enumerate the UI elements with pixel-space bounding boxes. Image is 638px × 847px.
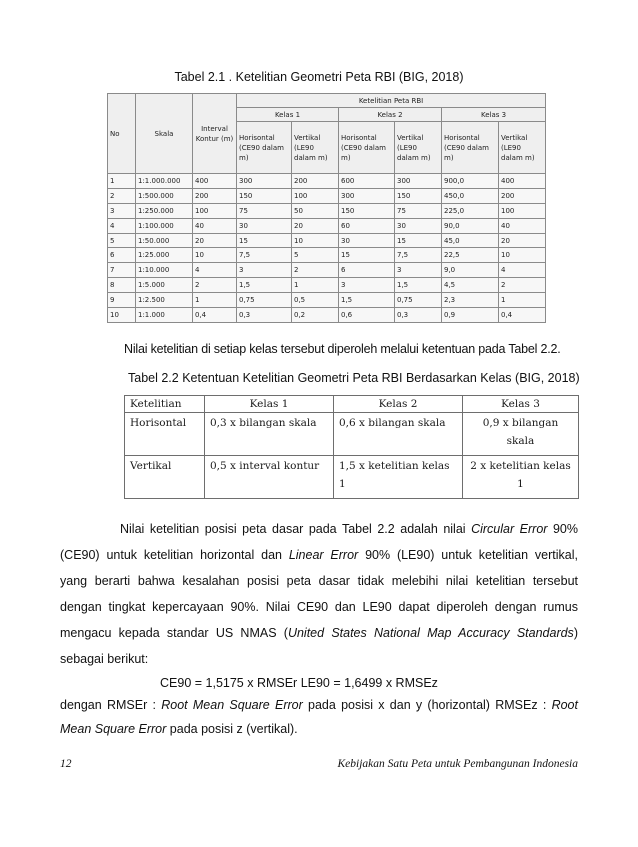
table2-header-kelas-3: Kelas 3 [463,396,579,413]
table1-cell: 7,5 [237,248,292,263]
table1-cell: 2 [499,278,546,293]
table1-header-vertikal: Vertikal (LE90 dalam m) [499,122,546,174]
text-run: (CE90) untuk ketelitian horizontal dan [60,548,289,562]
table1-row [108,233,546,248]
table1-cell: 3 [395,263,442,278]
table1-row [108,218,546,233]
table2-header-kelas-2: Kelas 2 [334,396,463,413]
table1-cell: 150 [339,203,395,218]
table1-cell: 0,75 [395,293,442,308]
table1-cell: 5 [292,248,339,263]
table1-row [108,293,546,308]
footer-page-number: 12 [60,758,72,770]
text-run: 90% (LE90) untuk ketelitian vertikal, [358,548,578,562]
table1-header-group: Ketelitian Peta RBI [237,94,546,108]
table1-cell: 9 [108,293,136,308]
table1-cell: 50 [292,203,339,218]
table1-cell: 30 [237,218,292,233]
text-run: Nilai ketelitian posisi peta dasar pada Tabel 2.2 adalah nilai [120,522,472,536]
table1-cell: 4 [193,263,237,278]
text-run: yang berarti bahwa kesalahan posisi peta dasar tidak melebihi nilai ketelitian tersebut [60,574,578,588]
table1-cell: 1 [193,293,237,308]
table1-cell: 7 [108,263,136,278]
table1-cell: 15 [395,233,442,248]
table1-header-interval: Interval Kontur (m) [193,94,237,174]
italic-term: Mean Square Error [60,722,167,736]
table1-header-skala: Skala [136,94,193,174]
text-run: pada posisi z (vertikal). [166,722,298,736]
italic-term: Root [551,698,578,712]
table1-cell: 0,3 [395,308,442,323]
table1-cell: 8 [108,278,136,293]
table1-cell: 1,5 [395,278,442,293]
table1-header-horisontal: Horisontal (CE90 dalam m) [442,122,499,174]
table1-header-kelas-3: Kelas 3 [442,108,546,122]
table2-row-horisontal [125,413,579,456]
paragraph-line-3 [60,573,578,589]
text-run: dengan tingkat kepercayaan 90%. Nilai CE90 dan LE90 dapat diperoleh dengan rumus [60,600,578,614]
table1-header-vertikal: Vertikal (LE90 dalam m) [395,122,442,174]
table1-cell: 1:1.000.000 [136,174,193,189]
text-run: pada posisi x dan y (horizontal) RMSEz : [302,698,552,712]
table2-cell: Vertikal [125,456,205,499]
table1-cell: 1:10.000 [136,263,193,278]
table1-header-no: No [108,94,136,174]
table1-cell: 600 [339,174,395,189]
table1-cell: 3 [108,203,136,218]
table1-header-horisontal: Horisontal (CE90 dalam m) [237,122,292,174]
table1-cell: 6 [108,248,136,263]
table2-cell: 2 x ketelitian kelas 1 [463,456,579,499]
table-2-1 [107,93,546,323]
table2-cell: 0,9 x bilangan skala [463,413,579,456]
table1-cell: 400 [499,174,546,189]
table-2-2 [124,395,579,499]
table1-cell: 6 [339,263,395,278]
table1-cell: 7,5 [395,248,442,263]
table1-cell: 1:5.000 [136,278,193,293]
table1-cell: 1,5 [339,293,395,308]
table1-cell: 300 [395,174,442,189]
paragraph-line-2 [60,547,578,563]
table2-cell: 0,5 x interval kontur [205,456,334,499]
table1-cell: 2 [292,263,339,278]
definition-line-2 [60,721,298,737]
table1-cell: 0,2 [292,308,339,323]
table1-cell: 1:50.000 [136,233,193,248]
table1-cell: 200 [499,188,546,203]
table2-row-vertikal [125,456,579,499]
table1-cell: 1:250.000 [136,203,193,218]
table1-cell: 15 [237,233,292,248]
table1-cell: 0,6 [339,308,395,323]
table1-cell: 100 [499,203,546,218]
table1-cell: 30 [339,233,395,248]
italic-term: Circular Error [471,522,548,536]
table1-cell: 90,0 [442,218,499,233]
table1-cell: 4 [499,263,546,278]
table1-cell: 5 [108,233,136,248]
table1-cell: 1 [108,174,136,189]
table1-cell: 2 [193,278,237,293]
table1-cell: 45,0 [442,233,499,248]
table1-cell: 1:25.000 [136,248,193,263]
table-2-2-caption: Tabel 2.2 Ketentuan Ketelitian Geometri Peta RBI Berdasarkan Kelas (BIG, 2018) [128,371,580,385]
table1-header-kelas-1: Kelas 1 [237,108,339,122]
table1-cell: 200 [292,174,339,189]
table1-cell: 2,3 [442,293,499,308]
table1-cell: 0,75 [237,293,292,308]
table1-cell: 0,3 [237,308,292,323]
table1-cell: 150 [395,188,442,203]
table1-cell: 3 [237,263,292,278]
table1-cell: 0,4 [499,308,546,323]
table-2-1-caption: Tabel 2.1 . Ketelitian Geometri Peta RBI (BIG, 2018) [174,70,464,84]
table1-cell: 1 [292,278,339,293]
italic-term: United States National Map Accuracy Standards [287,626,574,640]
footer-book-title: Kebijakan Satu Peta untuk Pembangunan Indonesia [337,758,578,770]
table2-cell: 1,5 x ketelitian kelas 1 [334,456,463,499]
table1-cell: 100 [193,203,237,218]
table1-cell: 100 [292,188,339,203]
table1-cell: 1,5 [237,278,292,293]
paragraph-line-6 [60,651,148,667]
italic-term: Linear Error [288,548,359,562]
table1-cell: 300 [237,174,292,189]
table1-cell: 75 [395,203,442,218]
table1-cell: 225,0 [442,203,499,218]
table1-cell: 1:2.500 [136,293,193,308]
table1-row [108,188,546,203]
table1-cell: 0,4 [193,308,237,323]
table1-cell: 10 [499,248,546,263]
table1-header-kelas-2: Kelas 2 [339,108,442,122]
paragraph-line-1 [120,521,578,537]
table1-cell: 300 [339,188,395,203]
table2-header-ketelitian: Ketelitian [125,396,205,413]
table1-cell: 1:500.000 [136,188,193,203]
table1-cell: 1:100.000 [136,218,193,233]
table1-cell: 200 [193,188,237,203]
text-run: ) [573,626,578,640]
table1-cell: 400 [193,174,237,189]
table1-row [108,203,546,218]
table1-cell: 22,5 [442,248,499,263]
definition-line-1 [60,697,578,713]
table1-cell: 20 [292,218,339,233]
table1-row [108,174,546,189]
table2-cell: 0,3 x bilangan skala [205,413,334,456]
table1-cell: 60 [339,218,395,233]
table1-cell: 3 [339,278,395,293]
table-2-1-note: Nilai ketelitian di setiap kelas tersebut diperoleh melalui ketentuan pada Tabel 2.2. [124,342,561,356]
table1-header-vertikal: Vertikal (LE90 dalam m) [292,122,339,174]
table1-cell: 40 [499,218,546,233]
table1-cell: 4,5 [442,278,499,293]
table1-cell: 10 [292,233,339,248]
table1-cell: 0,5 [292,293,339,308]
paragraph-line-4 [60,599,578,615]
table1-cell: 9,0 [442,263,499,278]
table1-cell: 75 [237,203,292,218]
table1-cell: 40 [193,218,237,233]
table2-cell: 0,6 x bilangan skala [334,413,463,456]
table1-cell: 20 [499,233,546,248]
table1-cell: 30 [395,218,442,233]
paragraph-line-5 [60,625,578,641]
table1-cell: 4 [108,218,136,233]
italic-term: Root Mean Square Error [161,698,303,712]
text-run: dengan RMSEr : [60,698,162,712]
table1-cell: 1 [499,293,546,308]
table2-cell: Horisontal [125,413,205,456]
table1-cell: 0,9 [442,308,499,323]
table1-body [108,174,546,323]
table1-row [108,308,546,323]
table1-row [108,248,546,263]
table1-row [108,278,546,293]
table1-cell: 20 [193,233,237,248]
table1-cell: 15 [339,248,395,263]
text-run: mengacu kepada standar US NMAS ( [60,626,288,640]
table1-header-horisontal: Horisontal (CE90 dalam m) [339,122,395,174]
table1-row [108,263,546,278]
formula: CE90 = 1,5175 x RMSEr LE90 = 1,6499 x RMSEz [160,676,438,690]
table1-cell: 150 [237,188,292,203]
text-run: 90% [547,522,578,536]
table1-cell: 10 [193,248,237,263]
table1-cell: 10 [108,308,136,323]
text-run: sebagai berikut: [60,652,149,666]
table1-cell: 900,0 [442,174,499,189]
table1-cell: 2 [108,188,136,203]
table2-header-kelas-1: Kelas 1 [205,396,334,413]
table1-cell: 1:1.000 [136,308,193,323]
table1-cell: 450,0 [442,188,499,203]
